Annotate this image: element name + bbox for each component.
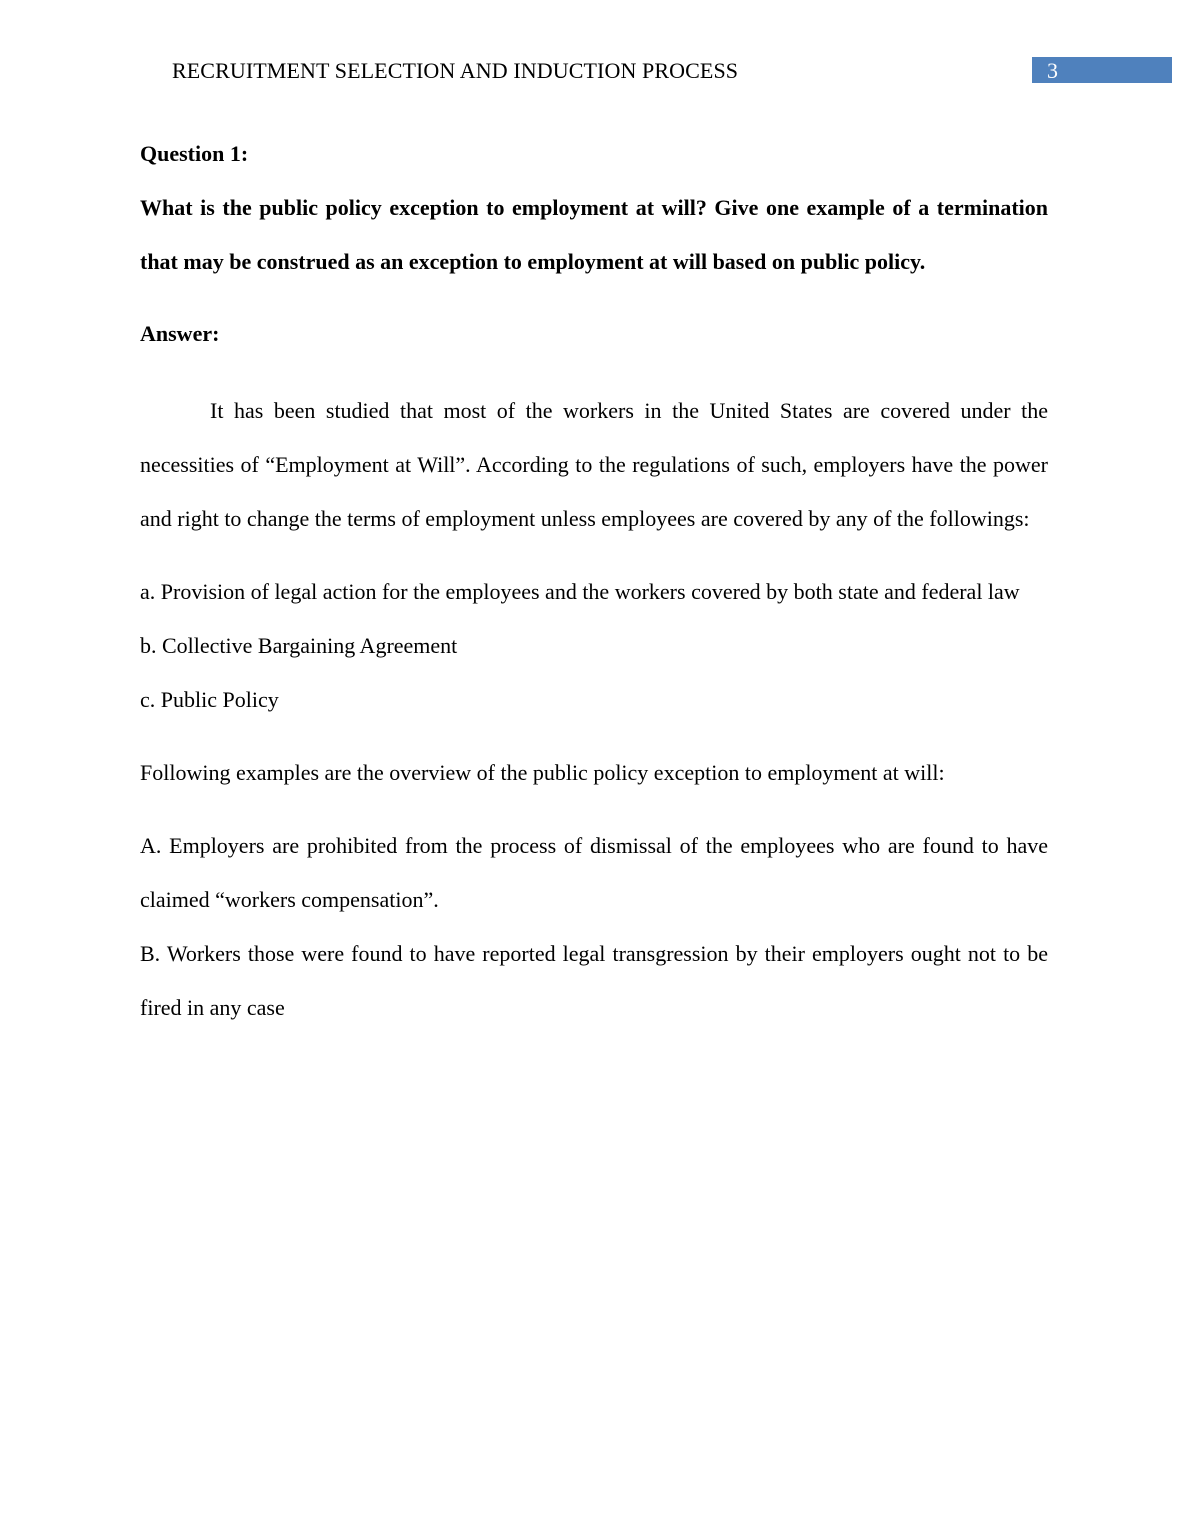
running-head: RECRUITMENT SELECTION AND INDUCTION PROCESS [172,58,739,83]
question-text: What is the public policy exception to employment at will? Give one example of a termination that may be construed as an exception to employment at will based on public policy. [140,195,1048,274]
list-item: b. Collective Bargaining Agreement [140,633,458,658]
answer-intro-paragraph: It has been studied that most of the workers in the United States are covered under the necessities of “Employment at Will”. According to the regulations of such, employers have the power and right to change the terms of employment unless employees are covered by any of the followings: [140,398,1048,531]
example-item: A. Employers are prohibited from the process of dismissal of the employees who are found to have claimed “workers compensation”. [140,833,1048,912]
list-item: c. Public Policy [140,687,279,712]
list-item: a. Provision of legal action for the employees and the workers covered by both state and federal law [140,579,1020,604]
document-body [140,139,1048,1035]
examples-intro: Following examples are the overview of the public policy exception to employment at will: [140,760,945,785]
page-number: 3 [1047,58,1058,83]
question-label: Question 1: [140,141,249,166]
answer-label: Answer: [140,321,220,346]
exemption-list [140,565,1048,727]
example-item: B. Workers those were found to have reported legal transgression by their employers ought not to be fired in any case [140,941,1048,1020]
page-number-box [1032,57,1172,83]
examples-list [140,819,1048,1035]
